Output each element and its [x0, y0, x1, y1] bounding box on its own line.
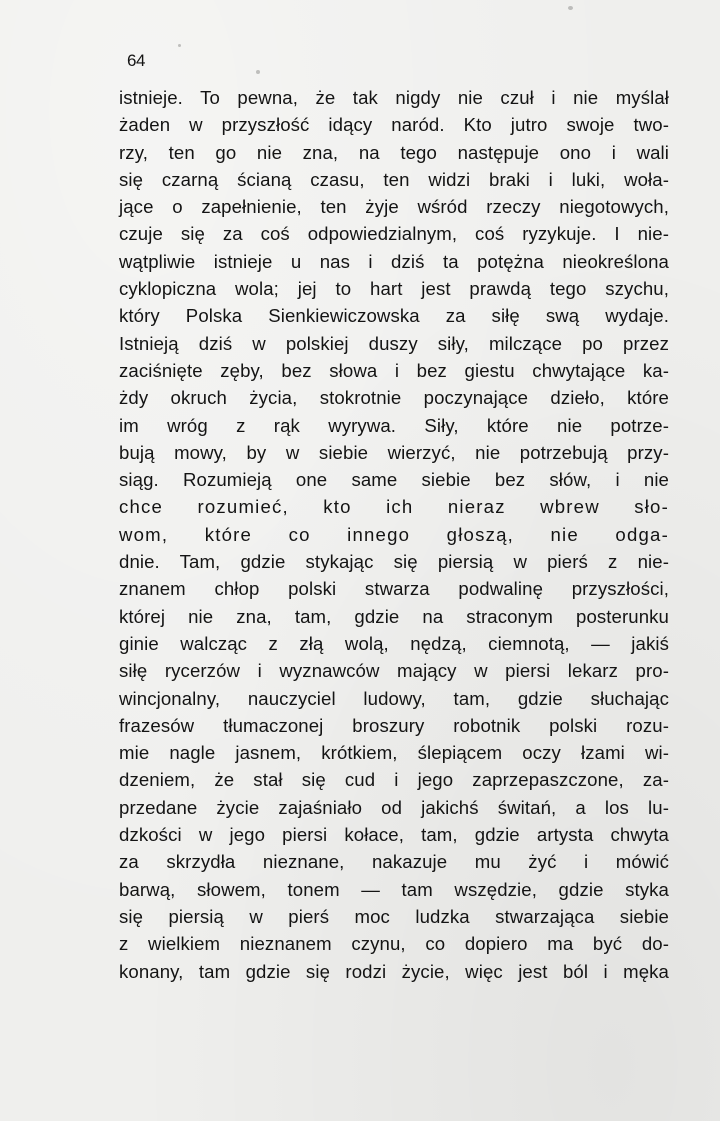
text-line-26: dzeniem, że stał się cud i jego zaprzepaszczone, za-	[119, 769, 669, 791]
text-line-5: jące o zapełnienie, ten żyje wśród rzeczy niegotowych,	[119, 196, 669, 218]
text-line-31: się piersią w pierś moc ludzka stwarzająca siebie	[119, 905, 669, 927]
text-line-10: Istnieją dziś w polskiej duszy siły, milczące po przez	[119, 332, 669, 354]
text-line-29: za skrzydła nieznane, nakazuje mu żyć i mówić	[119, 851, 669, 873]
text-line-27: przedane życie zajaśniało od jakichś świtań, a los lu-	[119, 796, 669, 818]
text-line-8: cyklopiczna wola; jej to hart jest prawdą tego szychu,	[119, 278, 669, 300]
paper-speck	[178, 44, 181, 47]
text-line-17: wom, które co innego głoszą, nie odga-	[119, 523, 669, 545]
text-line-19: znanem chłop polski stwarza podwalinę przyszłości,	[119, 578, 669, 600]
text-line-2: żaden w przyszłość idący naród. Kto jutro swoje two-	[119, 114, 669, 136]
text-line-6: czuje się za coś odpowiedzialnym, coś ryzykuje. I nie-	[119, 223, 669, 245]
text-line-13: im wróg z rąk wyrywa. Siły, które nie potrze-	[119, 414, 669, 436]
text-line-18: dnie. Tam, gdzie stykając się piersią w pierś z nie-	[119, 551, 669, 573]
text-line-1: istnieje. To pewna, że tak nigdy nie czuł i nie myślał	[119, 87, 669, 108]
text-line-33: konany, tam gdzie się rodzi życie, więc jest ból i męka	[119, 960, 669, 982]
text-line-7: wątpliwie istnieje u nas i dziś ta potężna nieokreślona	[119, 250, 669, 272]
paper-speck	[568, 6, 573, 10]
paper-speck	[256, 70, 260, 74]
body-text	[119, 84, 669, 985]
text-line-3: rzy, ten go nie zna, na tego następuje ono i wali	[119, 141, 669, 163]
text-line-28: dzkości w jego piersi kołace, tam, gdzie artysta chwyta	[119, 824, 669, 846]
text-line-15: siąg. Rozumieją one same siebie bez słów, i nie	[119, 469, 669, 491]
text-line-21: ginie walcząc z złą wolą, nędzą, ciemnotą, — jakiś	[119, 632, 669, 654]
text-line-23: wincjonalny, nauczyciel ludowy, tam, gdzie słuchając	[119, 687, 669, 709]
text-line-12: żdy okruch życia, stokrotnie poczynające dzieło, które	[119, 387, 669, 409]
text-line-14: bują mowy, by w siebie wierzyć, nie potrzebują przy-	[119, 441, 669, 463]
text-line-32: z wielkiem nieznanem czynu, co dopiero ma być do-	[119, 933, 669, 955]
text-line-11: zaciśnięte zęby, bez słowa i bez giestu chwytające ka-	[119, 359, 669, 381]
text-line-4: się czarną ścianą czasu, ten widzi braki i luki, woła-	[119, 168, 669, 190]
text-line-20: której nie zna, tam, gdzie na straconym posterunku	[119, 605, 669, 627]
text-line-16: chce rozumieć, kto ich nieraz wbrew sło-	[119, 496, 669, 518]
text-line-24: frazesów tłumaczonej broszury robotnik polski rozu-	[119, 714, 669, 736]
text-line-9: który Polska Sienkiewiczowska za siłę swą wydaje.	[119, 305, 669, 327]
page-number: 64	[127, 51, 145, 70]
text-line-25: mie nagle jasnem, krótkiem, ślepiącem oczy łzami wi-	[119, 742, 669, 764]
text-line-22: siłę rycerzów i wyznawców mający w piersi lekarz pro-	[119, 660, 669, 682]
text-line-30: barwą, słowem, tonem — tam wszędzie, gdzie styka	[119, 878, 669, 900]
